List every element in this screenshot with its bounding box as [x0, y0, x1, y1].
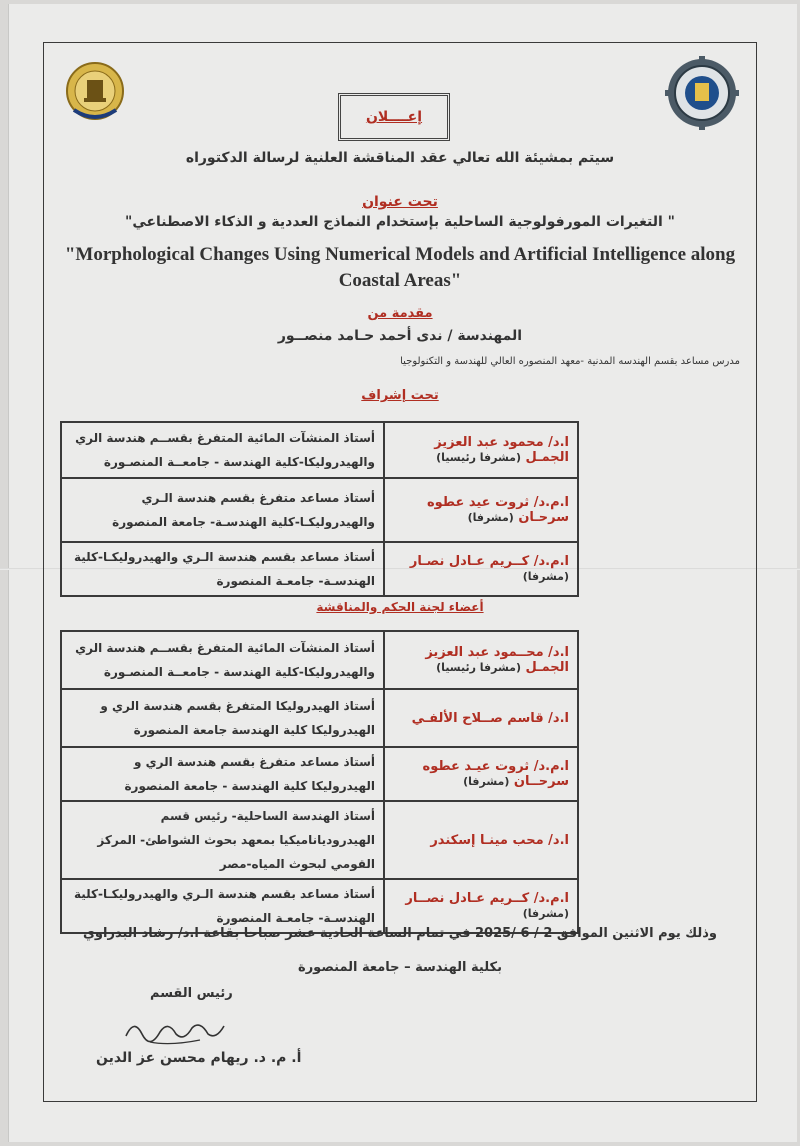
english-thesis-title-line2: Coastal Areas": [338, 270, 462, 291]
member-description: أستاذ مساعد متفرغ بقسم هندسة الري و الهيدروليكا كلية الهندسة - جامعة المنصورة: [61, 747, 384, 801]
member-role: (مشرفا رئيسيا): [436, 661, 521, 674]
announcement-box: [338, 93, 450, 141]
english-thesis-title-line1: "Morphological Changes Using Numerical Models and Artificial Intelligence along: [64, 244, 736, 265]
member-name: ا.د/ محب مينـا إسكندر: [384, 801, 578, 879]
supervisors-table: [60, 421, 579, 597]
handwritten-signature: [120, 1012, 230, 1048]
member-name: ا.م.د/ كــريم عـادل نصــار (مشرفا): [384, 879, 578, 933]
member-name: ا.د/ محمود عبد العزيز الجمـل (مشرفا رئيسيا): [384, 422, 578, 478]
member-name: ا.د/ محــمود عبد العزيز الجمـل (مشرفا رئيسيا): [384, 631, 578, 689]
under-title-label: تحت عنوان: [362, 194, 438, 210]
table-row: [61, 689, 578, 747]
intro-text: سيتم بمشيئة الله تعالي عقد المناقشة العلنية لرسالة الدكتوراه: [185, 150, 615, 166]
candidate-name: المهندسة / ندى أحمد حـامد منصــور: [277, 328, 523, 344]
member-description: أستاذ المنشآت المائية المتفرغ بقســم هندسة الري والهيدروليكا-كلية الهندسة - جامعــة المنصـورة: [61, 631, 384, 689]
table-row: [61, 542, 578, 596]
table-row: [61, 747, 578, 801]
table-row: [61, 631, 578, 689]
announcement-title: إعــــلان: [365, 109, 423, 125]
member-description: أستاذ الهيدروليكا المتفرغ بقسم هندسة الري و الهيدروليكا كلية الهندسة جامعة المنصورة: [61, 689, 384, 747]
candidate-position: مدرس مساعد بقسم الهندسه المدنية -معهد المنصوره العالي للهندسة و التكنولوجيا: [400, 356, 740, 367]
member-name: ا.م.د/ كــريم عـادل نصـار (مشرفا): [384, 542, 578, 596]
table-row: [61, 879, 578, 933]
presented-by-label: مقدمة من: [367, 306, 433, 321]
department-head-title: رئيس القسم: [150, 986, 233, 1001]
committee-table: [60, 630, 579, 934]
member-description: أستاذ الهندسة الساحلية- رئيس قسم الهيدرودياناميكيا بمعهد بحوث الشواطئ- المركز القومي لبحوث المياه-مصر: [61, 801, 384, 879]
arabic-thesis-title: " التغيرات المورفولوجية الساحلية بإستخدام النماذج العددية و الذكاء الاصطناعي": [125, 214, 675, 230]
member-role: (مشرفا رئيسيا): [436, 451, 521, 464]
institute-logo: [665, 56, 739, 130]
committee-label: أعضاء لجنة الحكم والمناقشة: [316, 600, 484, 614]
member-name: ا.م.د/ ثروت عيد عطوه سرحـان (مشرفا): [384, 478, 578, 542]
member-role: (مشرفا): [467, 511, 514, 524]
venue-line: بكلية الهندسة – جامعة المنصورة: [298, 960, 502, 975]
table-row: [61, 801, 578, 879]
member-name: ا.د/ قاسم صــلاح الألفـي: [384, 689, 578, 747]
member-description: أستاذ مساعد بقسم هندسة الـري والهيدروليكـا-كلية الهندسـة- جامعـة المنصورة: [61, 879, 384, 933]
department-head-name: أ. م. د. ريهام محسن عز الدين: [96, 1050, 302, 1066]
supervision-label: تحت إشراف: [361, 388, 439, 403]
university-logo: [60, 58, 130, 128]
member-name: ا.م.د/ ثروت عيـد عطوه سرحــان (مشرفا): [384, 747, 578, 801]
member-description: أستاذ مساعد بقسم هندسة الـري والهيدروليكـا-كلية الهندسـة- جامعـة المنصورة: [61, 542, 384, 596]
date-time-venue: وذلك يوم الاثنين الموافق 2 / 6 /2025 في تمام الساعة الحادية عشر صباحا بقاعة ا.د/ رشاد البدراوي: [83, 926, 717, 941]
table-row: [61, 478, 578, 542]
member-role: (مشرفا): [522, 570, 569, 583]
member-description: أستاذ مساعد متفرغ بقسم هندسة الـري والهيدروليكـا-كلية الهندسـة- جامعة المنصورة: [61, 478, 384, 542]
table-row: [61, 422, 578, 478]
member-role: (مشرفا): [522, 907, 569, 920]
member-role: (مشرفا): [463, 775, 510, 788]
member-description: أستاذ المنشآت المائية المتفرغ بقســم هندسة الري والهيدروليكا-كلية الهندسة - جامعــة المنصـورة: [61, 422, 384, 478]
